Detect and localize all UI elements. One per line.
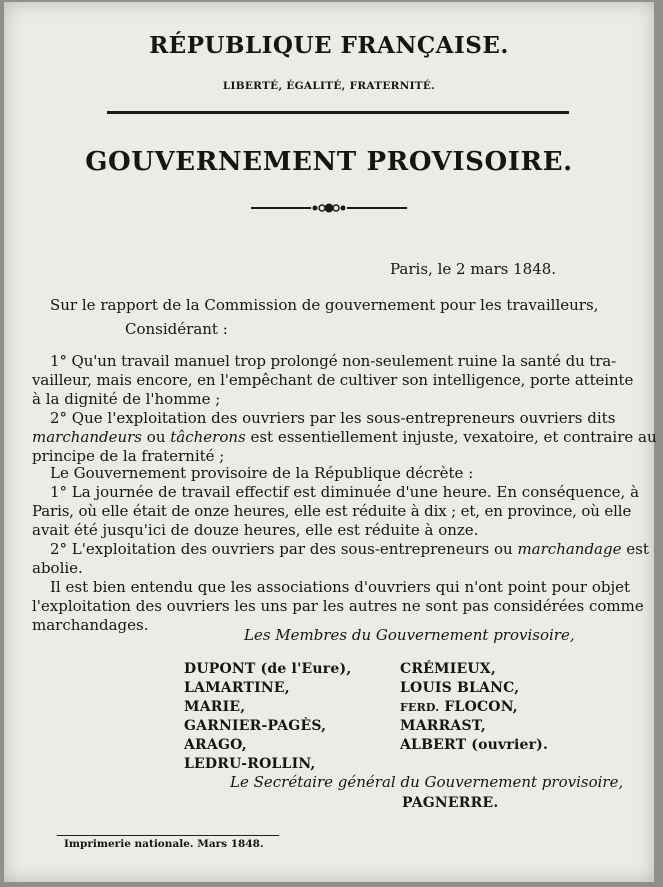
signature-dupont: DUPONT (de l'Eure), <box>184 661 352 677</box>
government-title: GOUVERNEMENT PROVISOIRE. <box>85 147 573 177</box>
secretary-heading: Le Secrétaire général du Gouvernement provisoire, <box>230 773 624 791</box>
consideration-1-line-1: 1° Qu'un travail manuel trop prolongé non-seulement ruine la santé du tra- <box>50 352 617 370</box>
members-heading: Les Membres du Gouvernement provisoire, <box>244 626 575 644</box>
article-2-line-1 <box>50 540 649 558</box>
term-tacherons: tâcherons <box>170 428 246 446</box>
signature-marie: MARIE, <box>184 699 246 715</box>
signature-lamartine: LAMARTINE, <box>184 680 290 696</box>
article-1-line-1: 1° La journée de travail effectif est diminuée d'une heure. En conséquence, à <box>50 483 640 501</box>
consideration-2-line-3: principe de la fraternité ; <box>32 447 225 465</box>
note-line-1: Il est bien entendu que les associations d'ouvriers qui n'ont point pour objet <box>50 578 631 596</box>
signature-marrast: MARRAST, <box>400 718 486 734</box>
signature-cremieux: CRÉMIEUX, <box>400 661 496 677</box>
note-line-3: marchandages. <box>32 616 149 634</box>
preamble-intro: Sur le rapport de la Commission de gouvernement pour les travailleurs, <box>50 296 599 314</box>
header-rule <box>107 111 569 114</box>
signature-ledru-rollin: LEDRU-ROLLIN, <box>184 756 316 772</box>
ornament-divider-icon <box>249 200 409 216</box>
note-line-2: l'exploitation des ouvriers les uns par les autres ne sont pas considérées comme <box>32 597 644 615</box>
consideration-1-line-3: à la dignité de l'homme ; <box>32 390 221 408</box>
signature-flocon <box>400 699 518 715</box>
imprint: Imprimerie nationale. Mars 1848. <box>64 838 264 850</box>
term-marchandeurs: marchandeurs <box>32 428 143 446</box>
decree-date: Paris, le 2 mars 1848. <box>390 260 557 278</box>
republic-title: RÉPUBLIQUE FRANÇAISE. <box>149 32 509 59</box>
signature-louis-blanc: LOUIS BLANC, <box>400 680 520 696</box>
term-marchandage: marchandage <box>517 540 622 558</box>
article-2-text: 2° L'exploitation des ouvriers par des sous-entrepreneurs ou <box>50 540 518 558</box>
consideration-1-line-2: vailleur, mais encore, en l'empêchant de cultiver son intelligence, porte atteinte <box>32 371 634 389</box>
signature-arago: ARAGO, <box>184 737 247 753</box>
article-2-line-2: abolie. <box>32 559 83 577</box>
considering-label: Considérant : <box>125 320 228 338</box>
consideration-2-line-1: 2° Que l'exploitation des ouvriers par les sous-entrepreneurs ouvriers dits <box>50 409 616 427</box>
flocon-prefix: FERD. <box>400 701 440 714</box>
motto: LIBERTÉ, ÉGALITÉ, FRATERNITÉ. <box>222 80 436 92</box>
flocon-name: FLOCON, <box>444 699 518 715</box>
article-1-line-3: avait été jusqu'ici de douze heures, elle est réduite à onze. <box>32 521 479 539</box>
signature-albert: ALBERT (ouvrier). <box>400 737 549 753</box>
article-2-est: est <box>621 540 649 558</box>
signature-pagnerre: PAGNERRE. <box>402 795 499 811</box>
decree-intro: Le Gouvernement provisoire de la République décrète : <box>50 464 474 482</box>
text-ou: ou <box>142 428 171 446</box>
signature-garnier-pages: GARNIER-PAGÈS, <box>184 718 327 734</box>
article-1-line-2: Paris, où elle était de onze heures, elle est réduite à dix ; et, en province, où elle <box>32 502 632 520</box>
consideration-2-line-2 <box>32 428 657 446</box>
decree-poster <box>4 2 657 882</box>
text-injuste: est essentiellement injuste, vexatoire, et contraire au <box>245 428 657 446</box>
